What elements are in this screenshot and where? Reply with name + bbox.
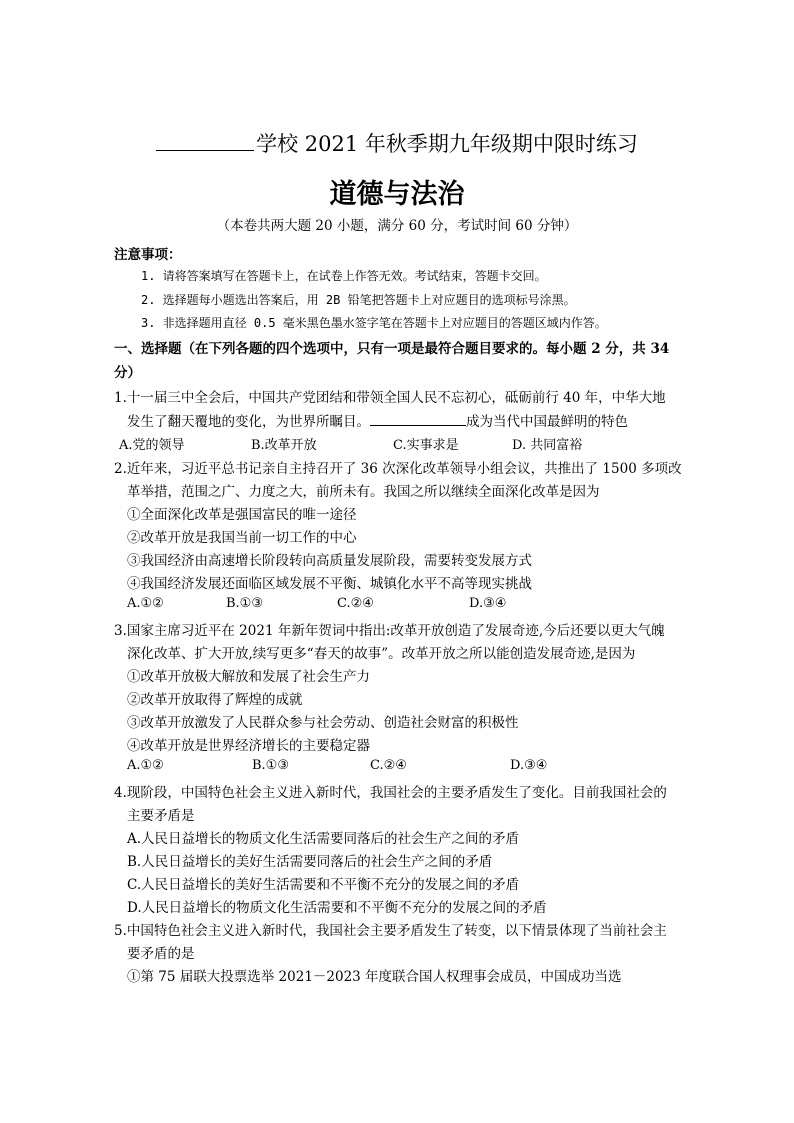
option-c: C.实事求是 bbox=[393, 438, 459, 453]
option-b: B.①③ bbox=[252, 758, 289, 773]
option-a: A.人民日益增长的物质文化生活需要同落后的社会生产之间的矛盾 bbox=[127, 831, 520, 847]
option-b: B.改革开放 bbox=[251, 438, 317, 453]
statement-item: ③我国经济由高速增长阶段转向高质量发展阶段，需要转变发展方式 bbox=[127, 553, 532, 569]
question-2-stem-cont: 革举措，范围之广、力度之大，前所未有。我国之所以继续全面深化改革是因为 bbox=[127, 484, 600, 500]
option-b: B.人民日益增长的美好生活需要同落后的社会生产之间的矛盾 bbox=[127, 854, 493, 870]
option-d: D. 共同富裕 bbox=[512, 438, 583, 453]
statement-item: ④改革开放是世界经济增长的主要稳定器 bbox=[127, 738, 370, 754]
question-1-stem-cont bbox=[127, 410, 628, 430]
question-1-text: 成为当代中国最鲜明的特色 bbox=[466, 414, 628, 430]
section-title-cont: 分） bbox=[114, 365, 141, 381]
question-1-stem: 1.十一届三中全会后，中国共产党团结和带领全国人民不忘初心，砥砺前行 40 年，中华大地 bbox=[114, 390, 666, 406]
option-c: C.人民日益增长的美好生活需要和不平衡不充分的发展之间的矛盾 bbox=[127, 877, 520, 893]
option-a: A.党的领导 bbox=[119, 438, 185, 453]
option-d: D.③④ bbox=[510, 758, 548, 773]
subject-title: 道德与法治 bbox=[329, 179, 465, 210]
option-a: A.①② bbox=[127, 758, 164, 773]
option-d: D.人民日益增长的物质文化生活需要和不平衡不充分的发展之间的矛盾 bbox=[127, 900, 547, 916]
statement-item: ②改革开放取得了辉煌的成就 bbox=[127, 692, 303, 708]
question-4-stem-cont: 主要矛盾是 bbox=[127, 808, 195, 824]
option-c: C.②④ bbox=[337, 596, 374, 611]
exam-info: （本卷共两大题 20 小题，满分 60 分，考试时间 60 分钟） bbox=[216, 218, 578, 234]
exam-title bbox=[0, 128, 794, 158]
notice-item: 1. 请将答案填写在答题卡上，在试卷上作答无效。考试结束，答题卡交回。 bbox=[141, 269, 547, 283]
question-2-stem: 2.近年来，习近平总书记亲自主持召开了 36 次深化改革领导小组会议，共推出了 1500 多项改 bbox=[114, 461, 682, 477]
question-5-stem-cont: 要矛盾的是 bbox=[127, 946, 195, 962]
question-1-text: 发生了翻天覆地的变化，为世界所瞩目。 bbox=[127, 414, 370, 430]
notice-title: 注意事项： bbox=[114, 247, 182, 263]
notice-item: 2. 选择题每小题选出答案后，用 2B 铅笔把答题卡上对应题目的选项标号涂黑。 bbox=[141, 293, 576, 307]
option-d: D.③④ bbox=[469, 596, 507, 611]
exam-title-text: 学校 2021 年秋季期九年级期中限时练习 bbox=[256, 132, 638, 156]
question-5-stem: 5.中国特色社会主义进入新时代，我国社会主要矛盾发生了转变，以下情景体现了当前社会主 bbox=[114, 923, 667, 939]
statement-item: ①第 75 届联大投票选举 2021－2023 年度联合国人权理事会成员，中国成功当选 bbox=[127, 969, 622, 985]
option-b: B.①③ bbox=[226, 596, 263, 611]
notice-item: 3. 非选择题用直径 0.5 毫米黑色墨水签字笔在答题卡上对应题目的答题区域内作答。 bbox=[141, 316, 607, 330]
question-4-stem: 4.现阶段，中国特色社会主义进入新时代，我国社会的主要矛盾发生了变化。目前我国社会的 bbox=[114, 785, 667, 801]
statement-item: ④我国经济发展还面临区域发展不平衡、城镇化水平不高等现实挑战 bbox=[127, 576, 532, 592]
question-3-stem-cont: 深化改革、扩大开放,续写更多“春天的故事”。改革开放之所以能创造发展奇迹,是因为 bbox=[127, 646, 636, 662]
answer-blank bbox=[370, 411, 466, 426]
statement-item: ①全面深化改革是强国富民的唯一途径 bbox=[127, 507, 357, 523]
statement-item: ②改革开放是我国当前一切工作的中心 bbox=[127, 530, 357, 546]
section-title: 一、选择题（在下列各题的四个选项中，只有一项是最符合题目要求的。每小题 2 分，共 34 bbox=[114, 341, 670, 357]
option-a: A.①② bbox=[127, 596, 164, 611]
question-3-stem: 3.国家主席习近平在 2021 年新年贺词中指出:改革开放创造了发展奇迹,今后还要以更大气魄 bbox=[114, 623, 665, 639]
statement-item: ③改革开放激发了人民群众参与社会劳动、创造社会财富的积极性 bbox=[127, 715, 519, 731]
option-c: C.②④ bbox=[370, 758, 407, 773]
statement-item: ①改革开放极大解放和发展了社会生产力 bbox=[127, 669, 370, 685]
school-name-blank bbox=[156, 132, 254, 151]
